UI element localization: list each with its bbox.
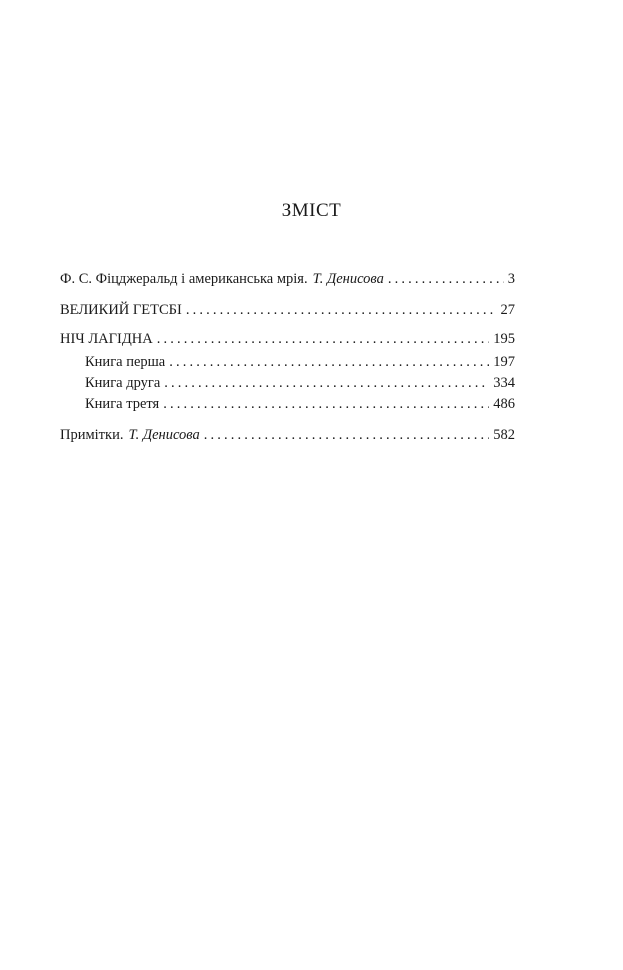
- toc-entry-title: Примітки.: [60, 427, 124, 443]
- toc-subentry-book-two: [85, 374, 515, 392]
- toc-entry-page: 486: [493, 396, 515, 412]
- toc-entry-great-gatsby: [60, 301, 515, 319]
- toc-entry-introduction: [60, 270, 515, 288]
- toc-entry-title: НІЧ ЛАГІДНА: [60, 331, 153, 347]
- dot-leader: [186, 301, 497, 319]
- toc-entry-author: Т. Денисова: [128, 427, 200, 443]
- toc-entry-title: ВЕЛИКИЙ ГЕТСБІ: [60, 302, 182, 318]
- toc-heading: ЗМІСТ: [281, 200, 342, 221]
- toc-entry-page: 27: [500, 302, 515, 318]
- toc-entry-page: 3: [507, 271, 515, 287]
- toc-entry-page: 334: [493, 375, 515, 391]
- toc-entry-title: Книга перша: [85, 354, 166, 370]
- toc-entry-page: 197: [493, 354, 515, 370]
- toc-entry-tender-is-the-night: [60, 330, 515, 348]
- dot-leader: [157, 330, 490, 348]
- toc-entry-author: Т. Денисова: [312, 271, 384, 287]
- toc-entry-page: 582: [493, 427, 515, 443]
- toc-entry-page: 195: [493, 331, 515, 347]
- dot-leader: [163, 395, 489, 413]
- toc-entry-title: Книга третя: [85, 396, 160, 412]
- toc-entry-title: Ф. С. Фіцджеральд і американська мрія.: [60, 271, 308, 287]
- dot-leader: [204, 426, 490, 444]
- toc-entry-title: Книга друга: [85, 375, 161, 391]
- dot-leader: [169, 353, 489, 371]
- dot-leader: [164, 374, 489, 392]
- toc-subentry-book-three: [85, 395, 515, 413]
- toc-entry-notes: [60, 426, 515, 444]
- toc-subentry-book-one: [85, 353, 515, 371]
- dot-leader: [388, 270, 504, 288]
